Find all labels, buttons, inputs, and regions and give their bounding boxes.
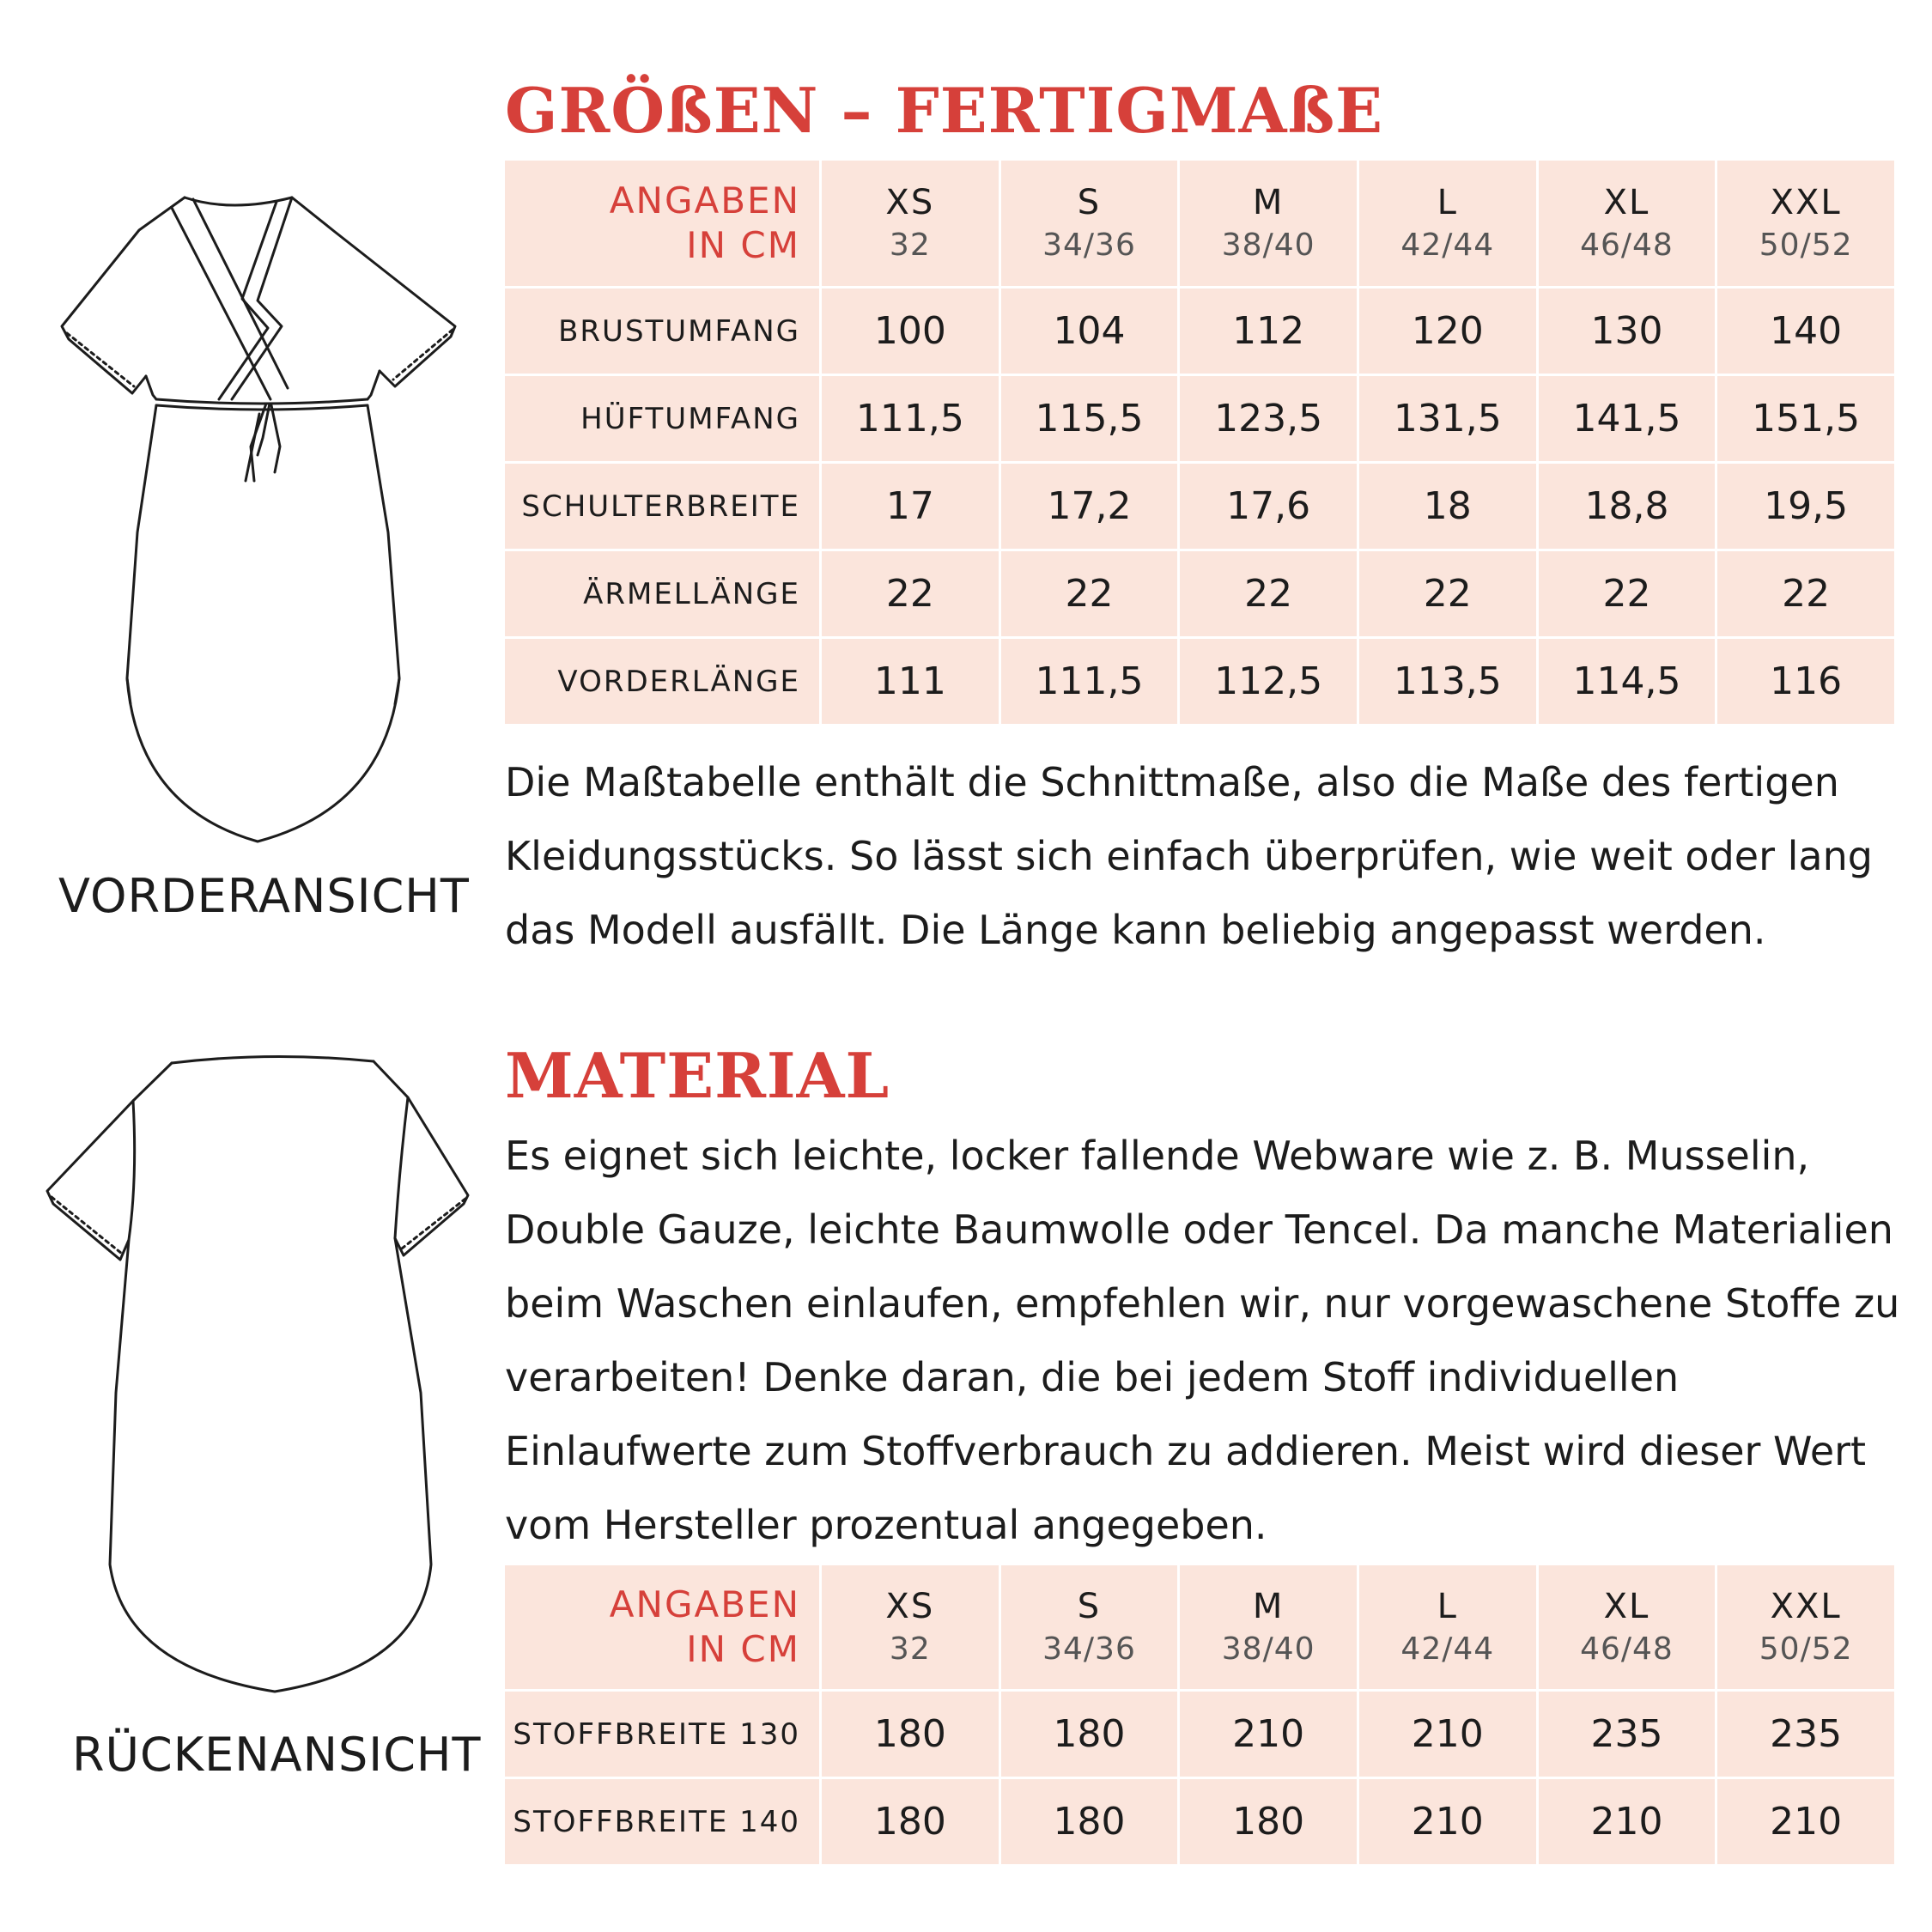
table-row [505, 289, 1894, 374]
table-cell: 22 [1001, 551, 1178, 636]
table-cell: 180 [1180, 1779, 1357, 1864]
row-label: HÜFTUMFANG [505, 376, 819, 461]
front-view-label: VORDERANSICHT [58, 869, 470, 923]
table-cell: 180 [1001, 1692, 1178, 1777]
row-label: STOFFBREITE 140 [505, 1779, 819, 1864]
back-view-label: RÜCKENANSICHT [72, 1728, 482, 1782]
table-cell: 115,5 [1001, 376, 1178, 461]
material-heading: MATERIAL [505, 1039, 890, 1112]
table-cell: 141,5 [1539, 376, 1716, 461]
table-cell: 22 [1180, 551, 1357, 636]
table-cell: 210 [1539, 1779, 1716, 1864]
size-number: 46/48 [1580, 228, 1674, 263]
table-cell: 111,5 [822, 376, 999, 461]
size-header-xl [1539, 1565, 1716, 1689]
size-number: 32 [889, 1631, 931, 1667]
table-corner [505, 161, 819, 286]
size-number: 50/52 [1759, 228, 1853, 263]
size-header-xxl [1717, 1565, 1894, 1689]
size-header-s [1001, 1565, 1178, 1689]
size-header-xs [822, 1565, 999, 1689]
size-number: 42/44 [1400, 1631, 1495, 1667]
sizes-description: Die Maßtabelle enthält die Schnittmaße, also die Maße des fertigen Kleidungsstücks. So lässt sich einfach überprüfen, wie weit oder lang das Modell ausfällt. Die Länge kann beliebig angepasst werden. [505, 759, 1873, 953]
table-cell: 100 [822, 289, 999, 374]
table-cell: 22 [1359, 551, 1536, 636]
size-name: XXL [1770, 1587, 1842, 1626]
table-cell: 116 [1717, 639, 1894, 724]
table-cell: 18,8 [1539, 464, 1716, 549]
size-number: 42/44 [1400, 228, 1495, 263]
size-header-m [1180, 1565, 1357, 1689]
table-cell: 131,5 [1359, 376, 1536, 461]
size-number: 32 [889, 228, 931, 263]
table-cell: 210 [1717, 1779, 1894, 1864]
table-row [505, 639, 1894, 724]
size-number: 34/36 [1042, 1631, 1136, 1667]
size-name: L [1437, 1587, 1458, 1626]
size-name: XL [1603, 183, 1650, 222]
size-header-s [1001, 161, 1178, 286]
size-header-xs [822, 161, 999, 286]
table-cell: 235 [1717, 1692, 1894, 1777]
table-cell: 235 [1539, 1692, 1716, 1777]
size-name: M [1252, 183, 1285, 222]
size-header-l [1359, 1565, 1536, 1689]
size-header-xxl [1717, 161, 1894, 286]
table-cell: 17 [822, 464, 999, 549]
table-header-row [505, 1565, 1894, 1689]
table-row [505, 1692, 1894, 1777]
table-cell: 180 [1001, 1779, 1178, 1864]
table-cell: 151,5 [1717, 376, 1894, 461]
size-header-m [1180, 161, 1357, 286]
size-name: XL [1603, 1587, 1650, 1626]
size-name: S [1077, 183, 1102, 222]
row-label: SCHULTERBREITE [505, 464, 819, 549]
back-dress-drawing [43, 1049, 472, 1702]
table-row [505, 376, 1894, 461]
size-header-xl [1539, 161, 1716, 286]
table-cell: 114,5 [1539, 639, 1716, 724]
table-cell: 210 [1359, 1692, 1536, 1777]
table-cell: 111 [822, 639, 999, 724]
size-name: S [1077, 1587, 1102, 1626]
table-cell: 112,5 [1180, 639, 1357, 724]
size-name: XS [885, 183, 935, 222]
size-header-l [1359, 161, 1536, 286]
material-description: Es eignet sich leichte, locker fallende Webware wie z. B. Musselin, Double Gauze, leichte Baumwolle oder Tencel. Da manche Materialien beim Waschen einlaufen, empfehlen wir, nur vorgewaschene Stoffe zu verarbeiten! Denke daran, die bei jedem Stoff individuellen Einlaufwerte zum Stoffverbrauch zu addieren. Meist wird dieser Wert vom Hersteller prozentual angegeben. [505, 1133, 1900, 1548]
corner-line-1: ANGABEN [609, 179, 800, 222]
size-number: 34/36 [1042, 228, 1136, 263]
table-cell: 180 [822, 1692, 999, 1777]
size-number: 50/52 [1759, 1631, 1853, 1667]
back-view-illustration [43, 1049, 472, 1702]
size-number: 46/48 [1580, 1631, 1674, 1667]
table-cell: 113,5 [1359, 639, 1536, 724]
table-row [505, 1779, 1894, 1864]
row-label: STOFFBREITE 130 [505, 1692, 819, 1777]
front-view-illustration [52, 189, 472, 859]
table-cell: 17,6 [1180, 464, 1357, 549]
table-cell: 130 [1539, 289, 1716, 374]
table-cell: 210 [1359, 1779, 1536, 1864]
row-label: VORDERLÄNGE [505, 639, 819, 724]
table-cell: 123,5 [1180, 376, 1357, 461]
table-cell: 22 [1539, 551, 1716, 636]
sizes-table [502, 158, 1897, 726]
corner-line-1: ANGABEN [609, 1583, 800, 1625]
table-cell: 112 [1180, 289, 1357, 374]
table-cell: 22 [1717, 551, 1894, 636]
table-cell: 18 [1359, 464, 1536, 549]
table-cell: 111,5 [1001, 639, 1178, 724]
table-cell: 17,2 [1001, 464, 1178, 549]
table-cell: 180 [822, 1779, 999, 1864]
table-header-row [505, 161, 1894, 286]
table-cell: 210 [1180, 1692, 1357, 1777]
table-row [505, 551, 1894, 636]
fabric-table [502, 1563, 1897, 1867]
size-name: L [1437, 183, 1458, 222]
size-name: XXL [1770, 183, 1842, 222]
size-name: M [1252, 1587, 1285, 1626]
table-row [505, 464, 1894, 549]
table-corner [505, 1565, 819, 1689]
size-number: 38/40 [1221, 228, 1315, 263]
table-cell: 140 [1717, 289, 1894, 374]
table-cell: 120 [1359, 289, 1536, 374]
corner-line-2: IN CM [686, 1628, 800, 1670]
corner-line-2: IN CM [686, 224, 800, 266]
table-cell: 104 [1001, 289, 1178, 374]
sizes-heading: GRÖßEN – FERTIGMAßE [505, 74, 1384, 147]
table-cell: 22 [822, 551, 999, 636]
size-number: 38/40 [1221, 1631, 1315, 1667]
table-cell: 19,5 [1717, 464, 1894, 549]
row-label: BRUSTUMFANG [505, 289, 819, 374]
row-label: ÄRMELLÄNGE [505, 551, 819, 636]
size-name: XS [885, 1587, 935, 1626]
front-dress-drawing [52, 189, 472, 859]
